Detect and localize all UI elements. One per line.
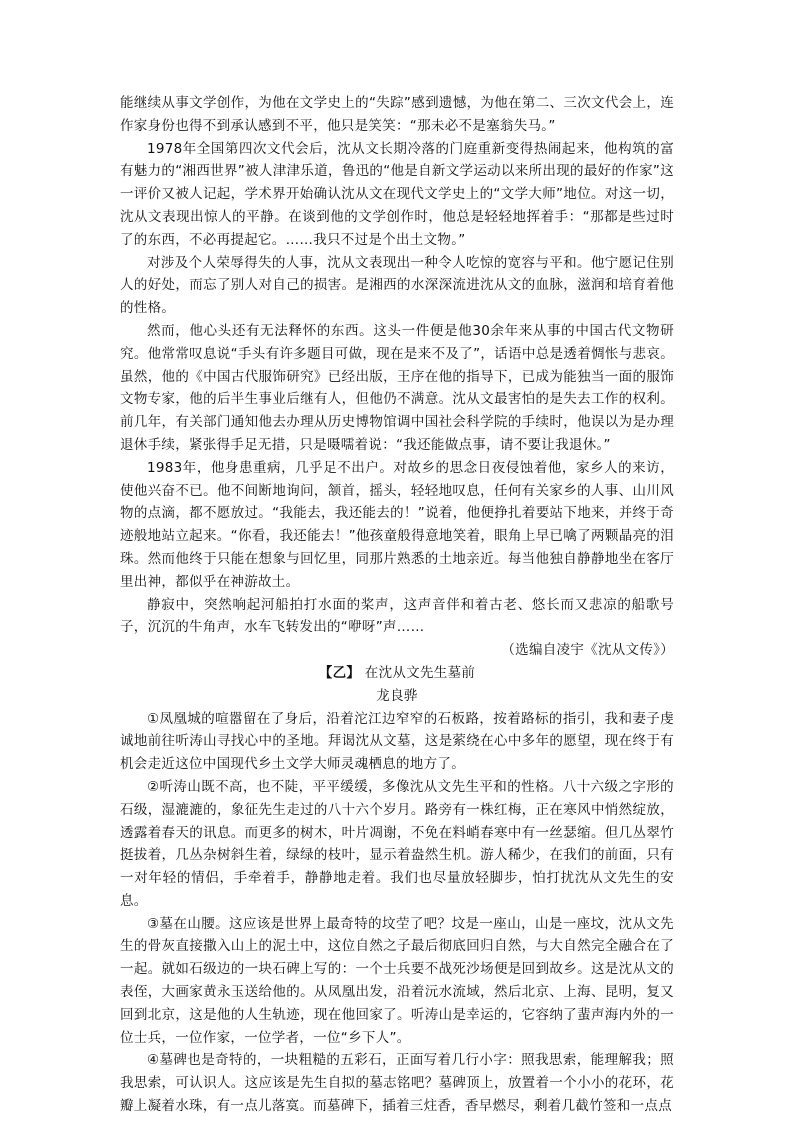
passage-jia-paragraph: 1983年，他身患重病，几乎足不出户。对故乡的思念日夜侵蚀着他，家乡人的来访，使他兴奋不已。他不间断地询问，颔首，摇头，轻轻地叹息，任何有关家乡的人事、山川风物的点滴，都不愿放过。“我能去，我还能去的！”说着，他便挣扎着要站下地来，并终于奇迹般地站立起来。“你看，我还能去！”他孩童般得意地笑着，眼角上早已噙了两颗晶亮的泪珠。然而他终于只能在想象与回忆里，同那片熟悉的土地亲近。每当他独自静静地坐在客厅里出神，都似乎在神游故土。 <box>120 459 674 590</box>
passage-yi-tag: 【乙】 <box>318 664 361 681</box>
passage-yi-heading <box>120 662 674 685</box>
passage-jia-paragraph: 能继续从事文学创作，为他在文学史上的“失踪”感到遗憾，为他在第二、三次文代会上，连作家身份也得不到承认感到不平，他只是笑笑：“那未必不是塞翁失马。” <box>120 95 674 134</box>
passage-yi-paragraph: ③墓在山腰。这应该是世界上最奇特的坟茔了吧？坟是一座山，山是一座坟，沈从文先生的骨灰直接撒入山上的泥土中，这位自然之子最后彻底回归自然，与大自然完全融合在了一起。就如石级边的一块石碑上写的：一个士兵要不战死沙场便是回到故乡。这是沈从文的表侄，大画家黄永玉送给他的。从凤凰出发，沿着沅水流域，然后北京、上海、昆明，复又回到北京，这是他的人生轨迹，现在他回家了。听涛山是幸运的，它容纳了蜚声海内外的一位士兵，一位作家，一位学者，一位“乡下人”。 <box>120 915 674 1046</box>
passage-jia-paragraph: 静寂中，突然响起河船拍打水面的桨声，这声音伴和着古老、悠长而又悲凉的船歌号子，沉沉的牛角声，水车飞转发出的“咿呀”声…… <box>120 596 674 636</box>
passage-jia-paragraph: 对涉及个人荣辱得失的人事，沈从文表现出一种令人吃惊的宽容与平和。他宁愿记住别人的好处，而忘了别人对自己的损害。是湘西的水深深流进沈从文的血脉，滋润和培育着他的性格。 <box>120 254 674 317</box>
passage-jia-source: （选编自凌宇《沈从文传》） <box>501 642 674 659</box>
passage-yi-title: 在沈从文先生墓前 <box>360 664 476 681</box>
passage-jia-paragraph: 然而，他心头还有无法释怀的东西。这头一件便是他30余年来从事的中国古代文物研究。他常常叹息说“手头有许多题目可做，现在是来不及了”，话语中总是透着惆怅与悲哀。虽然，他的《中国古代服饰研究》已经出版，王序在他的指导下，已成为能独当一面的服饰文物专家，他的后半生事业后继有人，但他仍不满意。沈从文最害怕的是失去工作的权利。前几年，有关部门通知他去办理从历史博物馆调中国社会科学院的手续时，他误以为是办理退休手续，紧张得手足无措，只是嗫嚅着说：“我还能做点事，请不要让我退休。” <box>120 322 674 453</box>
passage-yi-paragraph: ①凤凰城的喧嚣留在了身后，沿着沱江边窄窄的石板路，按着路标的指引，我和妻子虔诚地前往听涛山寻找心中的圣地。拜谒沈从文墓，这是萦绕在心中多年的愿望，现在终于有机会走近这位中国现代乡土文学大师灵魂栖息的地方了。 <box>120 710 674 773</box>
passage-jia-paragraph: 1978年全国第四次文代会后，沈从文长期冷落的门庭重新变得热闹起来，他构筑的富有魅力的“湘西世界”被人津津乐道，鲁迅的“他是自新文学运动以来所出现的最好的作家”这一评价又被人记起，学术界开始确认沈从文在现代文学史上的“文学大师”地位。对这一切，沈从文表现出惊人的平静。在谈到他的文学创作时，他总是轻轻地挥着手：“那都是些过时了的东西，不必再提起它。……我只不过是个出土文物。” <box>120 140 674 248</box>
passage-yi-paragraph: ②听涛山既不高，也不陡，平平缓缓，多像沈从文先生平和的性格。八十六级之字形的石级，湿漉漉的，象征先生走过的八十六个岁月。路旁有一株红梅，正在寒风中悄然绽放，透露着春天的讯息。而更多的树木，叶片凋谢，不免在料峭春寒中有一丝瑟缩。但几丛翠竹挺拔着，几丛杂树斜生着，绿绿的枝叶，显示着盎然生机。游人稀少，在我们的前面，只有一对年轻的情侣，手牵着手，静静地走着。我们也尽量放轻脚步，怕打扰沈从文先生的安息。 <box>120 778 674 909</box>
passage-yi-author: 龙良骅 <box>376 687 418 704</box>
document-page <box>120 92 674 1118</box>
passage-yi-paragraph: ④墓碑也是奇特的，一块粗糙的五彩石，正面写着几行小字：照我思索，能理解我；照我思索，可认识人。这应该是先生自拟的墓志铭吧？墓碑顶上，放置着一个小小的花环，花瓣上凝着水珠，有一点儿落寞。而墓碑下，插着三炷香，香早燃尽，剩着几截竹签和一点点 <box>120 1052 674 1115</box>
